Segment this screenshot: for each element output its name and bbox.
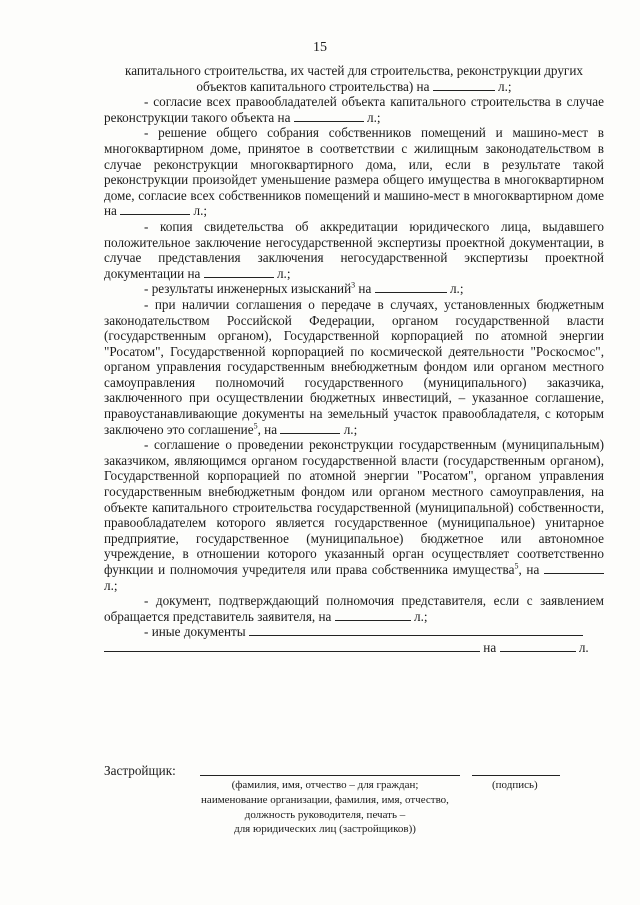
blank-field (120, 203, 190, 215)
paragraph-1: капитального строительства, их частей для строительства, реконструкции других объектов капитального строительства) на л.; (124, 63, 583, 94)
document-body (104, 63, 604, 656)
developer-label: Застройщик: (104, 763, 176, 778)
footnote-ref: 3 (351, 280, 356, 290)
paragraph-2: - согласие всех правообладателей объекта капитального строительства в случае реконструкции такого объекта на л.; (104, 94, 604, 125)
paragraph-9-continuation: на л. (104, 640, 604, 656)
paragraph-3: - решение общего собрания собственников помещений и машино-мест в многоквартирном доме, принятое в соответствии с жилищным законодательством в случае реконструкции многоквартирного дома, или, если в результате такой реконструкции произойдет уменьшение размера общего имущества в многоквартирном доме, согласие всех собственников помещений и машино-мест в многоквартирном доме на л.; (104, 125, 604, 219)
blank-field (204, 266, 274, 278)
blank-field (335, 609, 411, 621)
footnote-ref: 5 (253, 421, 258, 431)
page-number: 15 (313, 40, 327, 55)
paragraph-5: - результаты инженерных изысканий$^3$ на л.; (144, 280, 464, 297)
blank-field (280, 422, 340, 434)
blank-field (375, 281, 447, 293)
paragraph-6: - при наличии соглашения о передаче в случаях, установленных бюджетным законодательством Российской Федерации, органом государственной власти (государственным органом), Государственной корпорацией по атомной энергии "Росатом", Государственной корпорацией по космической деятельности "Роскосмос", органом управления государственным внебюджетным фондом или органом местного самоуправления полномочий государственного (муниципального) заказчика, заключенного при осуществлении бюджетных инвестиций, – указанное соглашение, правоустанавливающие документы на земельный участок правообладателя, с которым заключено это соглашение$^5$, на л.; (104, 296, 604, 437)
blank-field (433, 79, 495, 91)
blank-field (294, 110, 364, 122)
paragraph-4: - копия свидетельства об аккредитации юридического лица, выдавшего положительное заключение негосударственной экспертизы проектной документации, в случае представления заключения негосударственной экспертизы проектной документации на л.; (104, 218, 604, 281)
signature-line (472, 775, 560, 776)
blank-field (500, 640, 576, 652)
footnote-ref: 5 (514, 561, 519, 571)
paragraph-9: - иные документы (104, 624, 604, 640)
developer-name-line (200, 775, 460, 776)
blank-field (544, 562, 604, 574)
signature-caption: (подпись) (492, 779, 538, 791)
blank-field (249, 624, 583, 636)
paragraph-7: - соглашение о проведении реконструкции государственным (муниципальным) заказчиком, являющимся органом государственной власти (государственным органом), Государственной корпорацией по атомной энергии "Росатом", органом управления государственным внебюджетным фондом или органом местного самоуправления, на объекте капитального строительства государственной (муниципальной) собственности, правообладателем которого является государственное (муниципальное) унитарное предприятие, государственное (муниципальное) бюджетное или автономное учреждение, в отношении которого указанный орган осуществляет соответственно функции и полномочия учредителя или права собственника имущества$^5$, на л.; (104, 437, 604, 593)
blank-field (104, 640, 480, 652)
developer-name-caption: (фамилия, имя, отчество – для граждан; наименование организации, фамилия, имя, отчество, должность руководителя, печать – для юридических лиц (застройщиков)) (201, 779, 449, 836)
paragraph-8: - документ, подтверждающий полномочия представителя, если с заявлением обращается представитель заявителя, на л.; (104, 593, 604, 624)
